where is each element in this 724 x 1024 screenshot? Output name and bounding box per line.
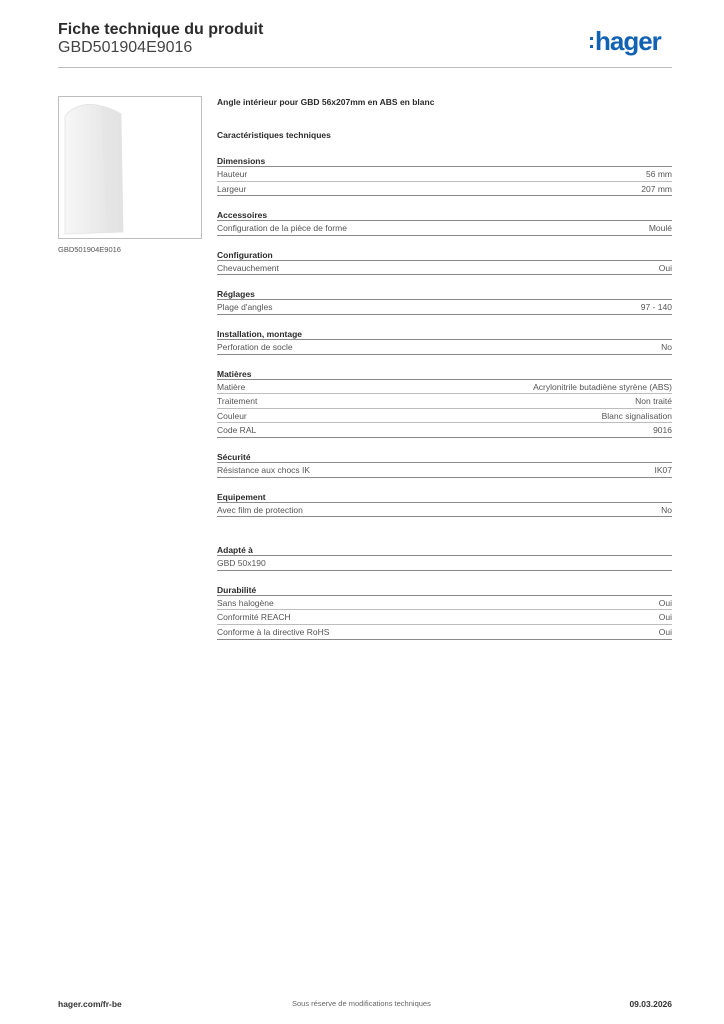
spec-label: Sans halogène	[217, 597, 274, 608]
spec-section-title: Configuration	[217, 249, 672, 261]
spec-value: Moulé	[648, 223, 672, 234]
spec-section	[217, 249, 672, 276]
spec-row	[217, 625, 672, 640]
product-code: GBD501904E9016	[58, 39, 193, 56]
spec-row	[217, 503, 672, 518]
spec-row	[217, 610, 672, 625]
spec-row	[217, 340, 672, 355]
spec-section-title: Durabilité	[217, 584, 672, 596]
spec-value: Oui	[658, 262, 672, 273]
spec-row	[217, 556, 672, 571]
spec-row	[217, 409, 672, 424]
spec-section-title: Accessoires	[217, 209, 672, 221]
spec-section	[217, 491, 672, 518]
spec-label: Couleur	[217, 410, 247, 421]
product-description: Angle intérieur pour GBD 56x207mm en ABS en blanc	[217, 97, 435, 107]
spec-section-title: Réglages	[217, 288, 672, 300]
spec-row	[217, 221, 672, 236]
spec-value: No	[661, 504, 672, 515]
footer-notice: Sous réserve de modifications techniques	[292, 999, 431, 1008]
spec-value: Blanc signalisation	[601, 410, 672, 421]
spec-row	[217, 596, 672, 611]
spec-section	[217, 328, 672, 355]
spec-section	[217, 209, 672, 236]
spec-sections	[217, 155, 672, 640]
spec-row	[217, 463, 672, 478]
spec-section	[217, 544, 672, 571]
spec-value: Oui	[658, 612, 672, 623]
spec-section	[217, 368, 672, 438]
spec-section-title: Equipement	[217, 491, 672, 503]
spec-row	[217, 423, 672, 438]
logo-colon-icon	[590, 37, 593, 48]
spec-section-title: Dimensions	[217, 155, 672, 167]
spec-section-title: Sécurité	[217, 451, 672, 463]
spec-section	[217, 155, 672, 196]
characteristics-heading: Caractéristiques techniques	[217, 130, 331, 140]
header-divider	[58, 67, 672, 68]
hager-logo	[590, 26, 661, 56]
spec-value: 56 mm	[646, 169, 672, 179]
spec-label: Résistance aux chocs IK	[217, 464, 311, 475]
spec-section-title: Matières	[217, 368, 672, 380]
page-title: Fiche technique du produit	[58, 21, 264, 38]
spec-label: Matière	[217, 381, 246, 392]
spec-value: No	[661, 341, 672, 352]
spec-label: Traitement	[217, 396, 258, 407]
spec-label: Conforme à la directive RoHS	[217, 626, 330, 637]
spec-label: Avec film de protection	[217, 504, 303, 515]
product-image	[63, 102, 125, 235]
spec-section-title: Installation, montage	[217, 328, 672, 340]
spec-value: Oui	[658, 597, 672, 608]
spec-label: Code RAL	[217, 425, 257, 436]
footer-date: 09.03.2026	[629, 999, 672, 1009]
spec-row	[217, 394, 672, 409]
spec-row	[217, 182, 672, 197]
spec-label: Chevauchement	[217, 262, 279, 273]
spec-label: Configuration de la pièce de forme	[217, 223, 347, 234]
spec-row	[217, 380, 672, 395]
spec-label: Largeur	[217, 183, 247, 194]
spec-value: 97 - 140	[640, 302, 672, 313]
spec-section	[217, 451, 672, 478]
product-details	[217, 96, 672, 640]
spec-row	[217, 300, 672, 315]
spec-value: 207 mm	[641, 183, 672, 194]
footer-website: hager.com/fr-be	[58, 999, 122, 1009]
spec-row	[217, 261, 672, 276]
spec-value: IK07	[654, 464, 672, 475]
image-caption: GBD501904E9016	[58, 245, 121, 254]
spec-label: Plage d'angles	[217, 302, 273, 313]
spec-label: Hauteur	[217, 169, 248, 179]
spec-section	[217, 584, 672, 640]
spec-section	[217, 288, 672, 315]
spec-label: Perforation de socle	[217, 341, 293, 352]
logo-text: hager	[595, 26, 661, 56]
spec-value: 9016	[653, 425, 672, 436]
spec-section-title: Adapté à	[217, 544, 672, 556]
spec-label: Conformité REACH	[217, 612, 291, 623]
spec-value: Oui	[658, 626, 672, 637]
spec-label: GBD 50x190	[217, 558, 266, 569]
spec-row	[217, 167, 672, 182]
spec-value: Non traité	[635, 396, 672, 407]
spec-value: Acrylonitrile butadiène styrène (ABS)	[533, 381, 672, 392]
